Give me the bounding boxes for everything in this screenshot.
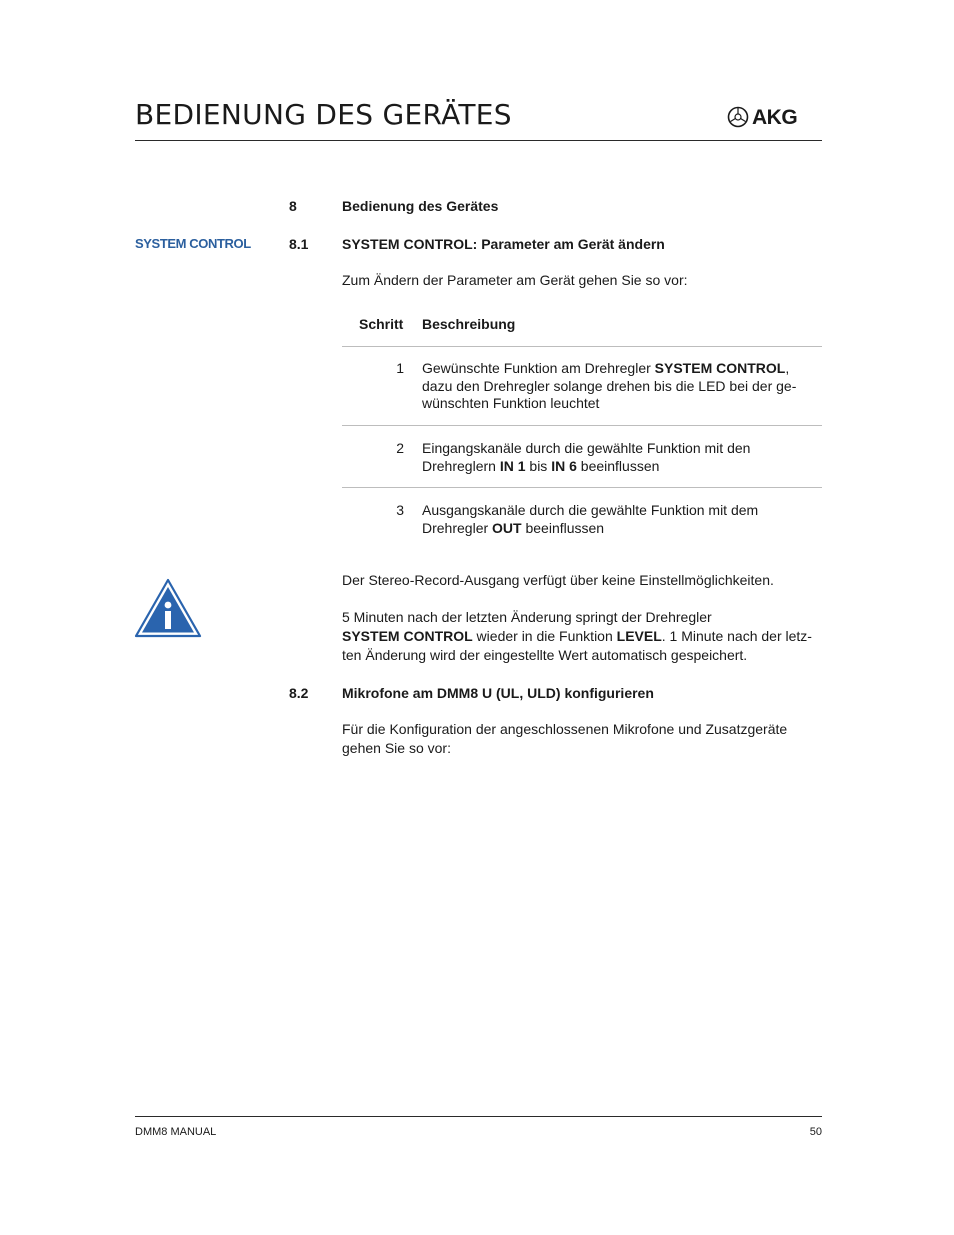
section-8-1-intro: Zum Ändern der Parameter am Gerät gehen Sie so vor: xyxy=(342,272,688,288)
footer-manual-name: DMM8 MANUAL xyxy=(135,1126,217,1138)
section-8-2-intro: Für die Konfiguration der angeschlossenen Mikrofone und Zusatzgeräte gehen Sie so vor: xyxy=(342,721,788,756)
brand-name: AKG xyxy=(752,105,798,129)
page-header-title: BEDIENUNG DES GERÄTES xyxy=(135,98,512,131)
table-row-2-description: Eingangskanäle durch die gewählte Funktion mit den Drehreglern IN 1 bis IN 6 beeinflussen xyxy=(422,440,751,474)
table-header-description: Beschreibung xyxy=(422,316,516,332)
info-warning-triangle-icon xyxy=(134,578,202,638)
brand-logo xyxy=(727,106,797,128)
footer-page-number: 50 xyxy=(809,1126,822,1138)
table-divider xyxy=(342,346,822,347)
table-row-3-step: 3 xyxy=(396,502,404,518)
table-row-2-step: 2 xyxy=(396,440,404,456)
table-row-1-step: 1 xyxy=(396,360,404,376)
system-control-term: SYSTEM CONTROL xyxy=(654,360,786,376)
section-8-2-number: 8.2 xyxy=(289,685,309,701)
footer-rule xyxy=(135,1116,822,1117)
header-rule xyxy=(135,140,822,141)
section-8-2-title: Mikrofone am DMM8 U (UL, ULD) konfigurieren xyxy=(342,685,654,701)
note-timeout: 5 Minuten nach der letzten Änderung springt der Drehregler SYSTEM CONTROL wieder in die Funktion LEVEL. 1 Minute nach der letz- ten Änderung wird der eingestellte Wert automatisch gespeichert. xyxy=(342,609,812,663)
section-8-1-title: SYSTEM CONTROL: Parameter am Gerät ändern xyxy=(342,236,665,252)
section-8-number: 8 xyxy=(289,198,297,214)
table-row-3-description: Ausgangskanäle durch die gewählte Funktion mit dem Drehregler OUT beeinflussen xyxy=(422,502,759,536)
table-divider xyxy=(342,425,822,426)
table-row-1-description: Gewünschte Funktion am Drehregler SYSTEM CONTROL, dazu den Drehregler solange drehen bis die LED bei der ge- wünschten Funktion leuchtet xyxy=(422,360,797,411)
section-8-1-number: 8.1 xyxy=(289,236,309,252)
section-8-title: Bedienung des Gerätes xyxy=(342,198,499,214)
akg-logo-icon xyxy=(727,106,749,128)
table-header-step: Schritt xyxy=(359,316,404,332)
note-stereo-record: Der Stereo-Record-Ausgang verfügt über keine Einstellmöglichkeiten. xyxy=(342,572,774,588)
table-divider xyxy=(342,487,822,488)
sidebar-system-control-label: SYSTEM CONTROL xyxy=(135,236,251,251)
